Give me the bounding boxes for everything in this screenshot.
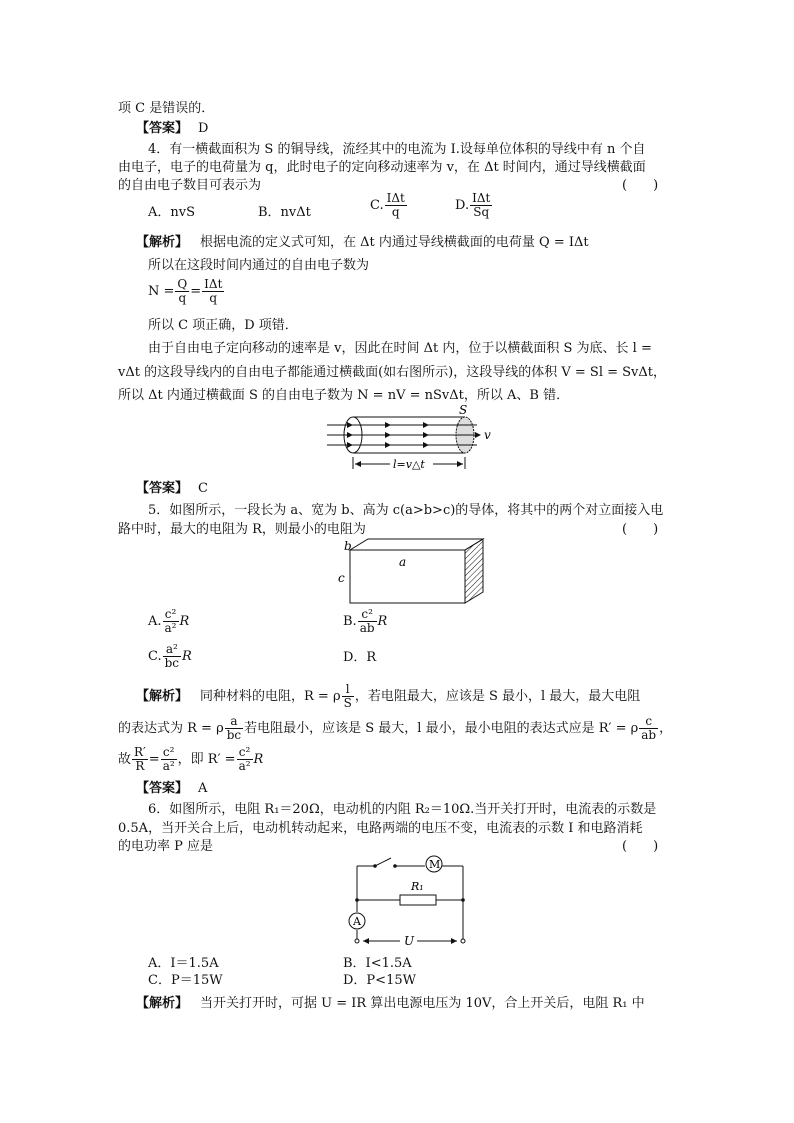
intro-line: 项 C 是错误的． <box>118 101 215 116</box>
q5-paren: ( ) <box>622 522 659 537</box>
q4-stem-line-3: 的自由电子数目可表示为 <box>118 178 262 193</box>
q4-analysis-line-6: 所以 Δt 内通过横截面 S 的自由电子数为 N = nV = nSvΔt，所以 A、B 错． <box>118 388 570 403</box>
q6-option-a: A．I＝1.5A <box>148 956 219 971</box>
q6-paren: ( ) <box>622 839 659 854</box>
q5-analysis-line-3: 故 $\frac{R'}{R}$ = $\frac{\text{c²}}{\text{a²}}$ ，即 R′ = $\frac{\text{c²}}{\text{a²}}$ R <box>118 745 264 773</box>
label-u: U <box>404 934 415 948</box>
q4-option-d: D. $\frac{\text{IΔt}}{Sq}$ <box>455 191 491 219</box>
resistor-r1 <box>400 895 436 905</box>
q6-stem-line-1: 6．如图所示，电阻 R₁＝20Ω，电动机的内阻 R₂＝10Ω.当开关打开时，电流表的示数是 <box>148 802 657 817</box>
answer-value: D <box>198 121 209 136</box>
block-side-face <box>465 539 483 603</box>
q6-analysis-line-1: 【解析】 当开关打开时，可据 U = IR 算出电源电压为 10V，合上开关后，电阻 R₁ 中 <box>136 996 645 1011</box>
q6-stem-line-3: 的电功率 P 应是 <box>118 839 214 854</box>
block-top-face <box>350 539 483 550</box>
block-figure <box>335 536 490 608</box>
q4-stem-line-2: 由电子，电子的电荷量为 q，此时电子的定向移动速率为 v，在 Δt 时间内，通过导线横截面 <box>118 160 646 175</box>
label-length: l=v△t <box>393 458 425 471</box>
q6-option-c: C．P＝15W <box>148 973 223 988</box>
analysis-tag: 【解析】 <box>136 235 189 250</box>
q6-option-d: D．P<15W <box>343 973 416 988</box>
q5-stem-line-2: 路中时，最大的电阻为 R，则最小的电阻为 <box>118 522 366 537</box>
answer-tag: 【答案】 <box>136 121 189 136</box>
label-c: c <box>338 571 345 585</box>
q5-option-c: C. $\frac{\text{a²}}{bc}$ R <box>148 642 192 670</box>
q5-analysis-line-1: 【解析】 同种材料的电阻，R = ρ $\frac{l}{S}$ ，若电阻最大，应该是 S 最小，l 最大，最大电阻 <box>136 682 641 710</box>
label-a: a <box>399 555 407 569</box>
q4-paren: ( ) <box>622 178 659 193</box>
q5-option-b: B. $\frac{\text{c²}}{ab}$ R <box>343 607 388 635</box>
block-front-face <box>350 550 465 603</box>
q4-analysis-line-1: 【解析】 根据电流的定义式可知，在 Δt 内通过导线横截面的电荷量 Q = IΔt <box>136 235 589 250</box>
q5-stem-line-1: 5．如图所示，一段长为 a、宽为 b、高为 c(a>b>c)的导体，将其中的两个对立面接入电 <box>148 503 664 518</box>
q4-analysis-line-2: 所以在这段时间内通过的自由电子数为 <box>148 258 370 273</box>
q5-option-a: A. $\frac{\text{c²}}{\text{a²}}$ R <box>148 607 190 635</box>
q4-stem-line-1: 4．有一横截面积为 S 的铜导线，流经其中的电流为 I.设每单位体积的导线中有 n 个自 <box>148 142 646 157</box>
label-r1: R₁ <box>411 880 424 893</box>
label-v: v <box>484 428 491 442</box>
q4-analysis-line-5: vΔt 的这段导线内的自由电子都能通过横截面(如右图所示)，这段导线的体积 V = Sl = SvΔt， <box>118 365 666 380</box>
q4-analysis-line-3: 所以 C 项正确，D 项错． <box>148 318 298 333</box>
wire-segment-figure <box>325 405 505 473</box>
label-ammeter: A <box>353 915 361 928</box>
q5-answer-line: 【答案】 A <box>136 781 208 796</box>
q4-analysis-line-4: 由于自由电子定向移动的速率是 v，因此在时间 Δt 内，位于以横截面积 S 为底、长 l = <box>148 341 652 356</box>
circuit-figure <box>345 852 475 948</box>
q4-answer-line <box>136 120 208 137</box>
q5-analysis-line-2: 的表达式为 R = ρ $\frac{a}{bc}$ 若电阻最小，应该是 S 最大，l 最小，最小电阻的表达式应是 R′ = ρ $\frac{c}{ab}$ ， <box>118 714 673 742</box>
label-s: S <box>459 405 468 417</box>
label-b: b <box>344 539 352 553</box>
q4-option-a: A．nvS <box>148 205 196 220</box>
q6-stem-line-2: 0.5A，当开关合上后，电动机转动起来，电路两端的电压不变，电流表的示数 I 和电路消耗 <box>118 821 643 836</box>
label-motor: M <box>429 858 441 871</box>
q4-formula: N = $\frac{Q}{q}$ = $\frac{\text{IΔt}}{q}$ <box>148 277 223 305</box>
q4-option-c: C. $\frac{\text{IΔt}}{q}$ <box>370 191 405 219</box>
switch-blade <box>375 858 391 866</box>
q6-option-b: B．I<1.5A <box>343 956 412 971</box>
q4-answer2-line: 【答案】 C <box>136 481 208 496</box>
q5-option-d: D．R <box>343 650 377 665</box>
q4-option-b: B．nvΔt <box>258 205 311 220</box>
